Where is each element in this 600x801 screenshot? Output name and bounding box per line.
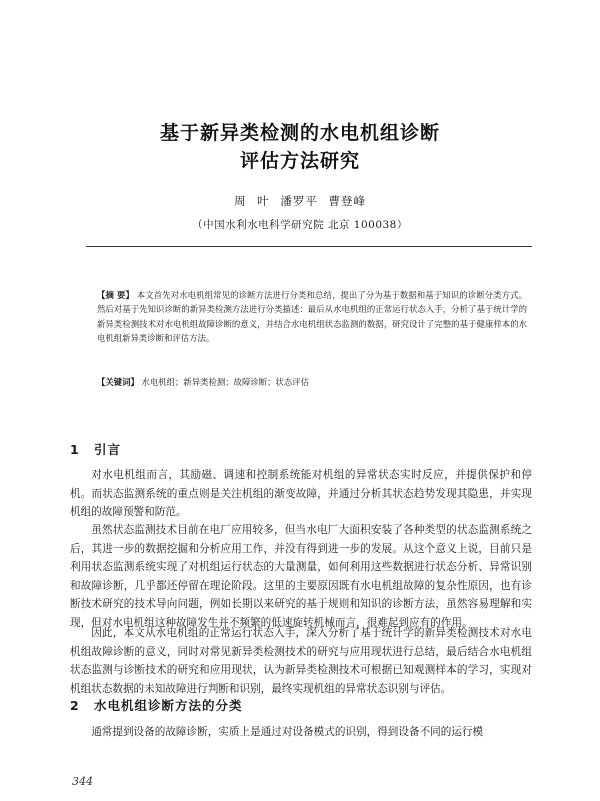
keywords-text: 水电机组；新异类检测；故障诊断；状态评估 [141,377,310,387]
paragraph: 因此，本文从水电机组的正常运行状态入手，深入分析了基于统计学的新异类检测技术对水电机组故障诊断的意义，同时对常见新异类检测技术的研究与应用现状进行总结，最后结合水电机组状态监测与诊断技术的研究和应用现状，认为新异类检测技术可根据已知观测样本的学习，实现对机组状态数据的未知故障进行判断和识别，最终实现机组的异常状态识别与评估。 [70,627,532,695]
paragraph: 通常提到设备的故障诊断，实质上是通过对设备模式的识别，得到设备不同的运行模 [91,726,484,738]
abstract-text: 本文首先对水电机组常见的诊断方法进行分类和总结，提出了分为基于数据和基于知识的诊断分类方式。然后对基于先知识诊断的新异类检测方法进行分类描述：最后从水电机组的正常运行状态入手，分析了基于统计学的新异类检测技术对水电机组故障诊断的意义，并结合水电机组状态监测的数据，研究设计了完整的基于健康样本的水电机组新异类诊断和评估方法。 [97,290,528,344]
keywords-label: 【关键词】 [97,377,139,387]
section-title: 引言 [94,442,122,457]
section-heading-classification [70,696,243,714]
paragraph: 虽然状态监测技术目前在电厂应用较多，但当水电厂大面积安装了各种类型的状态监测系统之后，其进一步的数据挖掘和分析应用工作，并没有得到进一步的发展。从这个意义上说，目前只是利用状态监测系统实现了对机组运行状态的大量测量，如何利用这些数据进行状态分析、异常识别和故障诊断，几乎都还停留在理论阶段。这里的主要原因既有水电机组故障的复杂性原因，也有诊断技术研究的技术导向问题，例如长期以来研究的基于规则和知识的诊断方法，虽然容易理解和实现，但对水电机组这种故障发生并不频繁的低速旋转机械而言，很难起到应有的作用。 [70,524,532,629]
section-number: 1 [70,442,80,457]
section-number: 2 [70,698,80,713]
paper-title-line1: 基于新异类检测的水电机组诊断 [159,122,440,144]
section-heading-introduction [70,440,121,458]
abstract [97,288,527,346]
page-number: 344 [72,775,93,788]
paragraph: 对水电机组而言，其励磁、调速和控制系统能对机组的异常状态实时反应，并提供保护和停机。而状态监测系统的重点则是关注机组的渐变故障，并通过分析其状态趋势发现其隐患，并实现机组的故障预警和防范。 [70,469,532,519]
keywords [97,375,527,389]
authors: 周 叶 潘罗平 曹登峰 [234,194,366,208]
affiliation: （中国水利水电科学研究院 北京 100038） [192,219,408,231]
header-divider [86,246,532,247]
abstract-label: 【摘 要】 [97,290,134,300]
section-title: 水电机组诊断方法的分类 [94,698,243,713]
paper-title-line2: 评估方法研究 [239,150,360,172]
